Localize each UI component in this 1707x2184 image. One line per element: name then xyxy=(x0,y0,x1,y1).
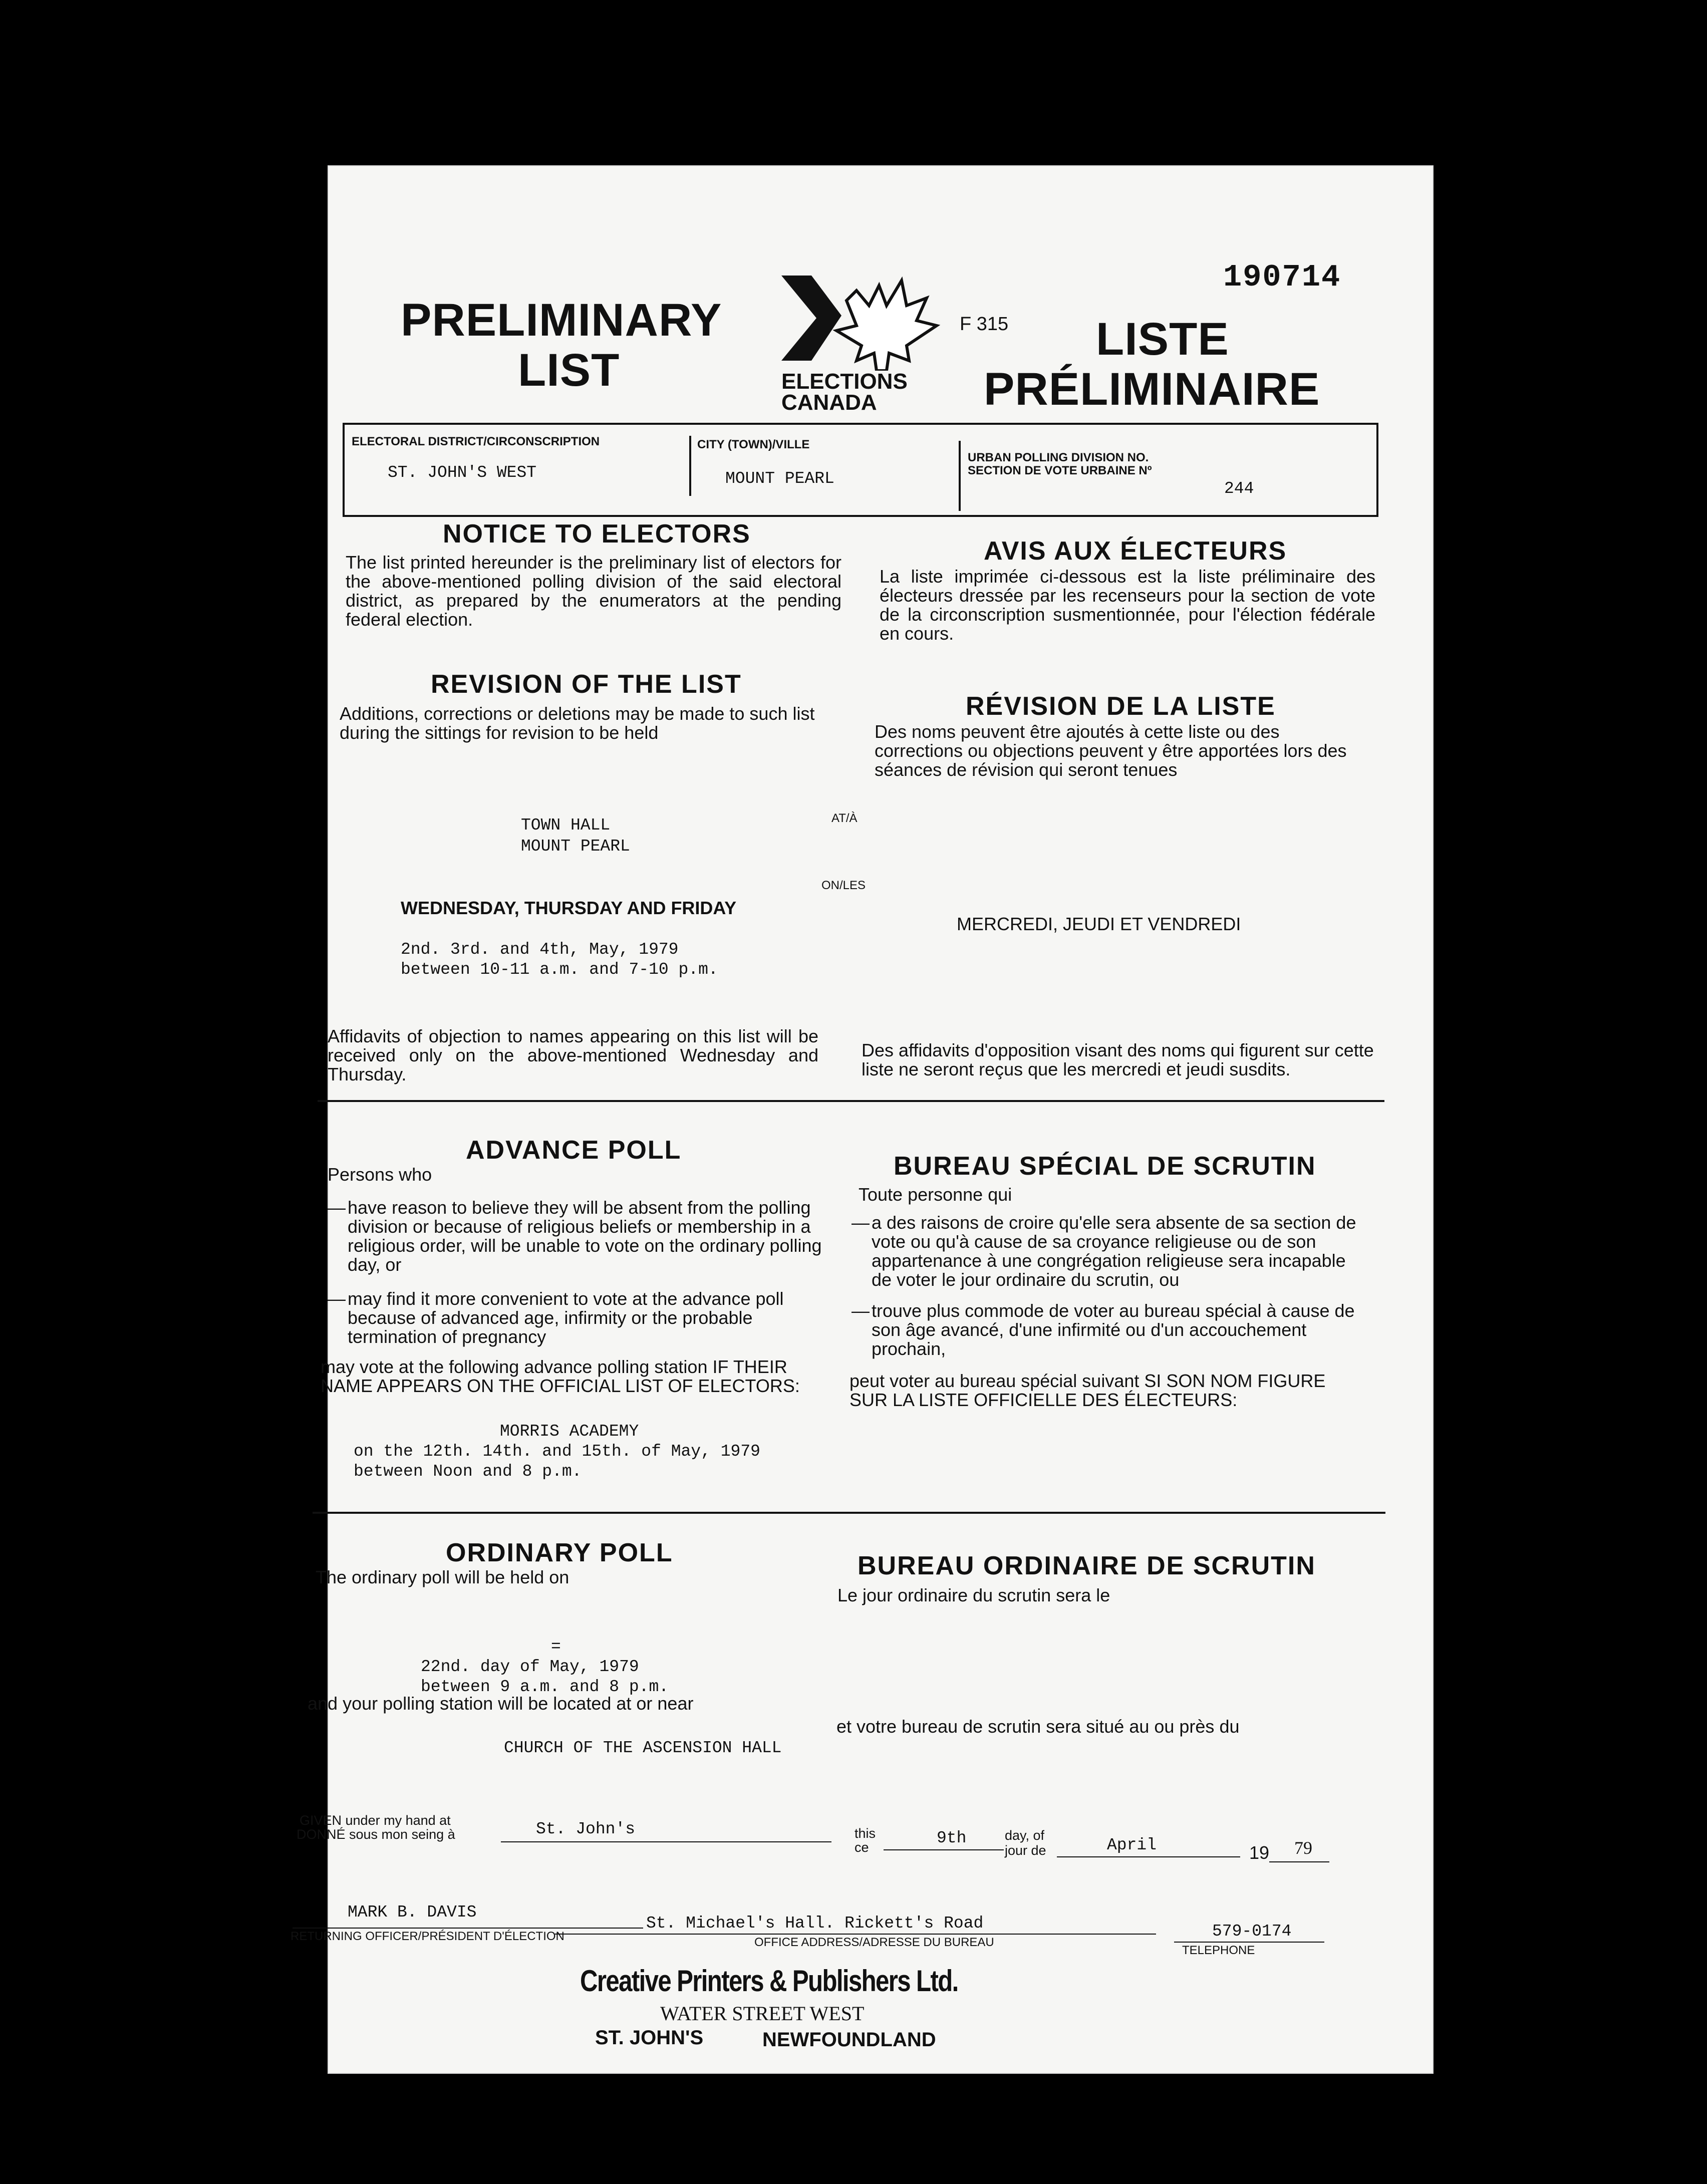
printer-line2: WATER STREET WEST xyxy=(660,2002,865,2025)
advance-item1-fr-text: a des raisons de croire qu'elle sera absente de sa section de vote ou qu'à cause de sa croyance religieuse ou de son appartenance à une congrégation religieuse sera incapable de voter le jour ordinaire du scrutin, ou xyxy=(872,1212,1356,1290)
given-this-fr: ce xyxy=(855,1840,869,1855)
division-label-en: URBAN POLLING DIVISION NO. xyxy=(968,451,1149,464)
title-fr-line1: LISTE xyxy=(1096,314,1229,365)
advance-vote-en: may vote at the following advance polling station IF THEIR NAME APPEARS ON THE OFFICIAL LIST OF ELECTORS: xyxy=(321,1356,800,1396)
printer-province: NEWFOUNDLAND xyxy=(762,2029,936,2051)
advance-item2-en-text: may find it more convenient to vote at the advance poll because of advanced age, infirmity or the probable termination of pregnancy xyxy=(348,1288,784,1347)
title-en-line1: PRELIMINARY xyxy=(401,295,722,346)
given-dayof-fr: jour de xyxy=(1005,1843,1046,1858)
revision-days-fr: MERCREDI, JEUDI ET VENDREDI xyxy=(957,914,1241,934)
given-label-fr: DONNÉ sous mon seing à xyxy=(297,1827,455,1842)
given-month: April xyxy=(1107,1836,1157,1854)
advance-item1-en xyxy=(328,1198,833,1274)
officer-phone-label: TELEPHONE xyxy=(1182,1944,1255,1957)
officer-name: MARK B. DAVIS xyxy=(348,1903,477,1922)
ordinary-heading-fr: BUREAU ORDINAIRE DE SCRUTIN xyxy=(858,1551,1316,1580)
revision-dates-line2: between 10-11 a.m. and 7-10 p.m. xyxy=(401,960,718,979)
advance-persons-fr: Toute personne qui xyxy=(859,1184,1012,1205)
revision-heading-en: REVISION OF THE LIST xyxy=(431,670,742,699)
affidavit-fr: Des affidavits d'opposition visant des noms qui figurent sur cette liste ne seront reçus que les mercredi et jeudi susdits. xyxy=(862,1040,1374,1079)
advance-item2-fr xyxy=(851,1301,1362,1358)
officer-address: St. Michael's Hall. Rickett's Road xyxy=(646,1914,984,1933)
officer-address-line xyxy=(555,1934,1156,1935)
given-label-en: GIVEN under my hand at xyxy=(300,1813,451,1828)
revision-place-line2: MOUNT PEARL xyxy=(521,837,630,856)
header-divider-1 xyxy=(689,436,691,496)
section-divider-1 xyxy=(318,1100,1384,1102)
ordinary-mark: = xyxy=(551,1637,561,1656)
dash-bullet: — xyxy=(328,1288,346,1309)
notice-heading-fr: AVIS AUX ÉLECTEURS xyxy=(984,536,1287,566)
advance-item1-en-text: have reason to believe they will be absent from the polling division or because of religious beliefs or membership in a religious order, will be unable to vote on the ordinary polling day, or xyxy=(348,1197,822,1275)
ordinary-station: CHURCH OF THE ASCENSION HALL xyxy=(504,1739,782,1757)
ordinary-date-line1: 22nd. day of May, 1979 xyxy=(421,1658,639,1676)
revision-text-fr: Des noms peuvent être ajoutés à cette liste ou des corrections ou objections peuvent y être apportées lors des séances de révision qui seront tenues xyxy=(875,721,1347,780)
title-en-line2: LIST xyxy=(518,345,620,396)
printer-city: ST. JOHN'S xyxy=(595,2027,704,2049)
officer-phone: 579-0174 xyxy=(1212,1922,1292,1941)
officer-phone-line xyxy=(1174,1942,1324,1943)
given-year-suffix: 79 xyxy=(1294,1838,1312,1858)
at-label: AT/À xyxy=(831,811,858,825)
revision-dates-line1: 2nd. 3rd. and 4th, May, 1979 xyxy=(401,940,679,959)
city-label: CITY (TOWN)/VILLE xyxy=(697,438,810,451)
officer-name-label: RETURNING OFFICER/PRÉSIDENT D'ÉLECTION xyxy=(291,1930,564,1943)
division-value: 244 xyxy=(1224,479,1254,498)
given-place-line xyxy=(501,1841,831,1842)
ordinary-heading-en: ORDINARY POLL xyxy=(446,1538,673,1567)
notice-heading-en: NOTICE TO ELECTORS xyxy=(443,519,751,549)
serial-number: 190714 xyxy=(1223,259,1341,295)
ordinary-held-en: The ordinary poll will be held on xyxy=(316,1567,570,1587)
advance-heading-en: ADVANCE POLL xyxy=(466,1136,682,1165)
advance-vote-fr: peut voter au bureau spécial suivant SI SON NOM FIGURE SUR LA LISTE OFFICIELLE DES ÉLECTEURS: xyxy=(849,1371,1326,1410)
form-code: F 315 xyxy=(960,314,1009,335)
elections-canada-logo xyxy=(781,270,947,421)
advance-item1-fr xyxy=(851,1213,1362,1289)
header-divider-2 xyxy=(959,441,961,511)
given-year-prefix: 19 xyxy=(1249,1842,1270,1863)
maple-leaf-x-icon xyxy=(781,270,947,371)
officer-address-label: OFFICE ADDRESS/ADRESSE DU BUREAU xyxy=(754,1936,994,1949)
ordinary-date-line2: between 9 a.m. and 8 p.m. xyxy=(421,1678,669,1696)
advance-dates-line2: between Noon and 8 p.m. xyxy=(354,1462,582,1481)
logo-text-line1: ELECTIONS xyxy=(781,369,908,394)
given-dayof-en: day, of xyxy=(1005,1828,1045,1843)
given-day-line xyxy=(884,1849,1004,1850)
advance-heading-fr: BUREAU SPÉCIAL DE SCRUTIN xyxy=(894,1152,1316,1181)
officer-name-line xyxy=(293,1928,643,1929)
dash-bullet: — xyxy=(851,1300,870,1321)
ordinary-location-en: and your polling station will be located at or near xyxy=(308,1693,694,1714)
advance-dates-line1: on the 12th. 14th. and 15th. of May, 1979 xyxy=(354,1442,760,1461)
dash-bullet: — xyxy=(851,1212,870,1233)
given-year-line xyxy=(1269,1861,1329,1862)
given-place: St. John's xyxy=(536,1820,636,1838)
given-this-en: this xyxy=(855,1826,876,1841)
notice-text-fr: La liste imprimée ci-dessous est la liste préliminaire des électeurs dressée par les recenseurs pour la section de vote de la circonscription susmentionnée, pour l'élection fédérale en cours. xyxy=(880,566,1375,644)
notice-text-en: The list printed hereunder is the preliminary list of electors for the above-mentioned polling division of the said electoral district, as prepared by the enumerators at the pending federal election. xyxy=(346,552,841,630)
revision-place-line1: TOWN HALL xyxy=(521,816,611,835)
district-value: ST. JOHN'S WEST xyxy=(388,463,537,482)
document-page xyxy=(291,165,1434,2074)
on-label: ON/LES xyxy=(821,879,866,892)
advance-persons-en: Persons who xyxy=(328,1164,432,1185)
dash-bullet: — xyxy=(328,1197,346,1218)
advance-item2-en xyxy=(328,1289,833,1346)
advance-station: MORRIS ACADEMY xyxy=(500,1422,639,1441)
advance-item2-fr-text: trouve plus commode de voter au bureau spécial à cause de son âge avancé, d'une infirmité ou d'un accouchement prochain, xyxy=(872,1300,1355,1359)
revision-days-en: WEDNESDAY, THURSDAY AND FRIDAY xyxy=(401,898,737,918)
district-label: ELECTORAL DISTRICT/CIRCONSCRIPTION xyxy=(352,435,600,448)
logo-text-line2: CANADA xyxy=(781,390,877,415)
ordinary-held-fr: Le jour ordinaire du scrutin sera le xyxy=(837,1585,1110,1605)
printer-line1: Creative Printers & Publishers Ltd. xyxy=(580,1964,958,1998)
section-divider-2 xyxy=(313,1512,1385,1514)
title-fr-line2: PRÉLIMINAIRE xyxy=(984,364,1320,415)
given-day: 9th xyxy=(937,1829,967,1847)
affidavit-en: Affidavits of objection to names appearing on this list will be received only on the above-mentioned Wednesday and Thursday. xyxy=(328,1026,818,1084)
city-value: MOUNT PEARL xyxy=(725,469,834,488)
ordinary-location-fr: et votre bureau de scrutin sera situé au ou près du xyxy=(836,1716,1240,1737)
given-month-line xyxy=(1057,1856,1240,1857)
revision-text-en: Additions, corrections or deletions may be made to such list during the sittings for revision to be held xyxy=(340,703,815,743)
division-label-fr: SECTION DE VOTE URBAINE Nº xyxy=(968,464,1152,477)
revision-heading-fr: RÉVISION DE LA LISTE xyxy=(966,692,1276,721)
